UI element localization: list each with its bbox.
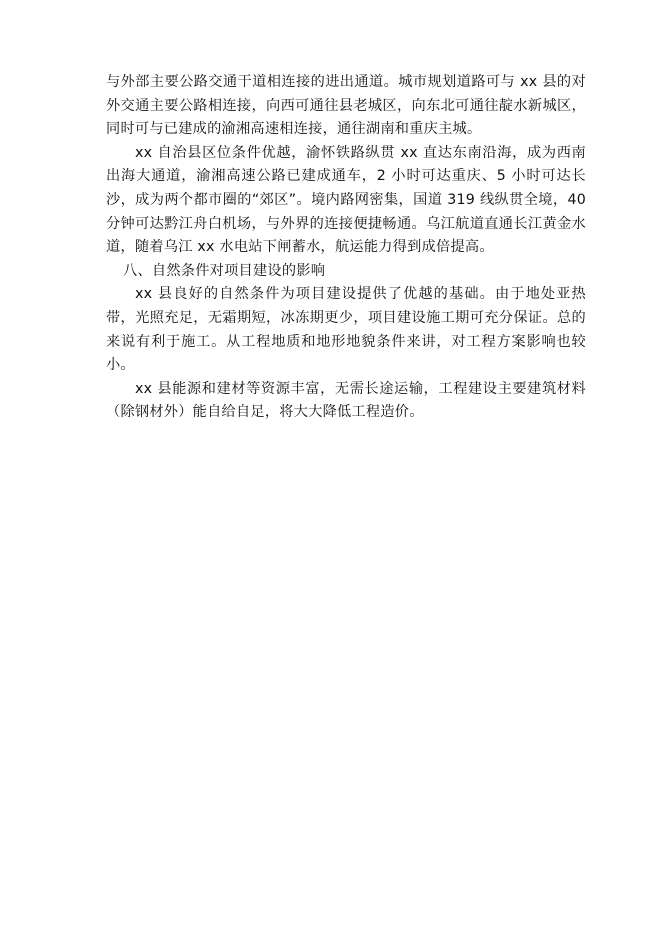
paragraph-location-advantage: xx 自治县区位条件优越，渝怀铁路纵贯 xx 直达东南沿海，成为西南出海大通道，渝湘高速公路已建成通车，2 小时可达重庆、5 小时可达长沙，成为两个都市圈的“郊区”。境内路网密集，国道 319 线纵贯全境，40 分钟可达黔江舟白机场，与外界的连接便捷畅通。乌江航道直通长江黄金水道，随着乌江 xx 水电站下闸蓄水，航运能力得到成倍提高。 [106,144,586,256]
paragraph-natural-conditions: xx 县良好的自然条件为项目建设提供了优越的基础。由于地处亚热带，光照充足，无霜期短，冰冻期更少，项目建设施工期可充分保证。总的来说有利于施工。从工程地质和地形地貌条件来讲，对工程方案影响也较小。 [106,286,586,374]
paragraph-resources: xx 县能源和建材等资源丰富，无需长途运输，工程建设主要建筑材料（除钢材外）能自给自足，将大大降低工程造价。 [106,380,586,421]
section-heading-natural-conditions: 八、自然条件对项目建设的影响 [123,262,326,279]
document-body [106,71,586,425]
paragraph-transport-access: 与外部主要公路交通干道相连接的进出通道。城市规划道路可与 xx 县的对外交通主要公路相连接，向西可通往县老城区，向东北可通往靛水新城区，同时可与已建成的渝湘高速相连接，通往湖南和重庆主城。 [106,74,586,138]
